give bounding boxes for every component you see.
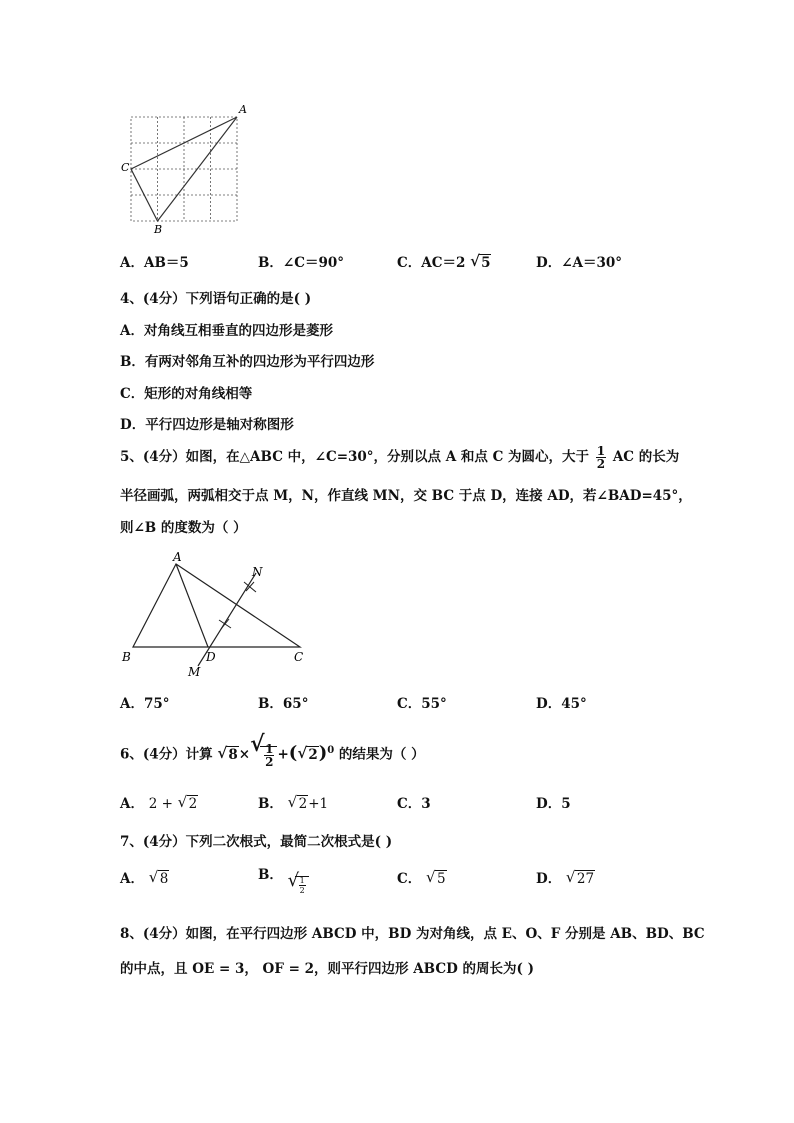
q5-text-2: AC 的长为 [612,449,680,465]
label-a: A [173,550,182,564]
frac-den: 2 [596,457,606,471]
q5-stem-line3: 则∠B 的度数为（ ） [120,520,247,536]
sqrt-sign: √ 2 [287,793,308,812]
label-a: A [239,103,247,116]
q5-stem-line2: 半径画弧，两弧相交于点 M，N，作直线 MN，交 BC 于点 D，连接 AD，若∠BAD=45°， [120,488,692,504]
radicand: 2 [298,796,308,812]
sqrt-sign: √ 5 [425,868,446,887]
q6-option-a[interactable] [120,795,198,813]
sqrt-sign: √ 27 [565,868,595,887]
sqrt-sign: √ $\frac{1}{2}$ [250,743,277,768]
exponent: 0 [327,745,335,756]
q7-option-c[interactable] [397,866,447,888]
sqrt-sign: √ 8 [148,868,169,887]
paren-open: ( [288,742,298,764]
fraction-half [299,876,306,895]
q5-option-a[interactable]: A．75° [120,696,170,712]
option-label: B． [258,796,283,812]
q3-option-b[interactable]: B．∠C＝90° [258,255,345,271]
radicand: 27 [576,871,595,887]
label-b: B [122,650,131,664]
q7-option-b[interactable] [258,866,309,895]
triangle-abc [133,564,300,647]
q5-option-d[interactable]: D．45° [536,696,587,712]
q4-option-d[interactable]: D．平行四边形是轴对称图形 [120,417,294,433]
label-n: N [252,565,263,579]
grid-triangle-figure [118,100,253,235]
label-c: C [294,650,304,664]
q4-option-a[interactable]: A．对角线互相垂直的四边形是菱形 [120,323,333,339]
triangle-construction-figure [118,548,313,683]
radicand: 5 [481,255,491,271]
radicand: 8 [159,871,169,887]
fraction-half [264,743,274,768]
frac-num: 1 [299,876,305,885]
sqrt-sign: √ 2 [297,743,318,763]
radicand: 2 [188,796,198,812]
q7-option-d[interactable] [536,866,595,888]
sqrt-sign: √ 8 [217,743,238,763]
q4-option-b[interactable]: B．有两对邻角互补的四边形为平行四边形 [120,354,375,370]
times-sign: × [238,746,251,763]
q3-option-d[interactable]: D．∠A＝30° [536,255,623,271]
frac-den: 2 [299,886,305,895]
q8-stem-line1: 8、(4分）如图，在平行四边形 ABCD 中，BD 为对角线，点 E、O、F 分别是 AB、BD、BC [120,926,705,942]
option-label: B． [258,867,283,883]
frac-den: 2 [265,754,274,769]
radicand: 8 [228,746,238,763]
radicand: 2 [308,746,318,763]
option-label: D． [536,871,562,887]
q6-text-2: 的结果为（ ） [338,746,425,763]
dotted-grid [131,117,237,221]
label-b: B [154,223,163,235]
option-label: C． [397,871,422,887]
q6-option-a-text: 2 + [148,796,173,812]
q5-option-b[interactable]: B．65° [258,696,309,712]
q7-option-a[interactable] [120,866,169,888]
label-c: C [121,161,130,174]
q6-text-1: 6、(4分）计算 [120,746,213,763]
q3-option-c-text: C．AC＝2 [397,255,466,271]
sqrt-sign: √ 2 [177,793,198,812]
radicand: 5 [436,871,446,887]
sqrt-sign: √ 5 [470,252,491,271]
q3-option-c[interactable] [397,254,491,272]
q5-text-1: 5、(4分）如图，在△ABC 中，∠C=30°，分别以点 A 和点 C 为圆心，大于 [120,449,590,465]
q7-stem: 7、(4分）下列二次根式，最简二次根式是( ) [120,834,393,850]
paren-close: ) [318,742,328,764]
q3-option-a[interactable]: A．AB＝5 [120,255,189,271]
q6-option-d[interactable]: D．5 [536,796,571,812]
q5-option-c[interactable]: C．55° [397,696,447,712]
frac-num: 1 [596,444,606,458]
plus-sign: + [277,746,289,763]
fraction-half [596,445,606,470]
frac-num: 1 [265,741,274,756]
label-d: D [206,650,216,664]
option-label: A． [120,796,144,812]
q6-option-b-text: +1 [308,796,329,812]
q8-stem-line2: 的中点，且 OE = 3， OF = 2，则平行四边形 ABCD 的周长为( ) [120,961,534,977]
q6-stem [120,730,425,769]
q4-option-c[interactable]: C．矩形的对角线相等 [120,386,253,402]
segment-ad [176,564,208,647]
label-m: M [188,665,201,679]
q4-stem: 4、(4分）下列语句正确的是( ) [120,291,312,307]
q5-stem-line1 [120,445,679,470]
sqrt-sign: √ $\frac{1}{2}$ [288,876,309,895]
option-label: A． [120,871,144,887]
q6-option-b[interactable] [258,795,328,813]
q6-option-c[interactable]: C．3 [397,796,431,812]
